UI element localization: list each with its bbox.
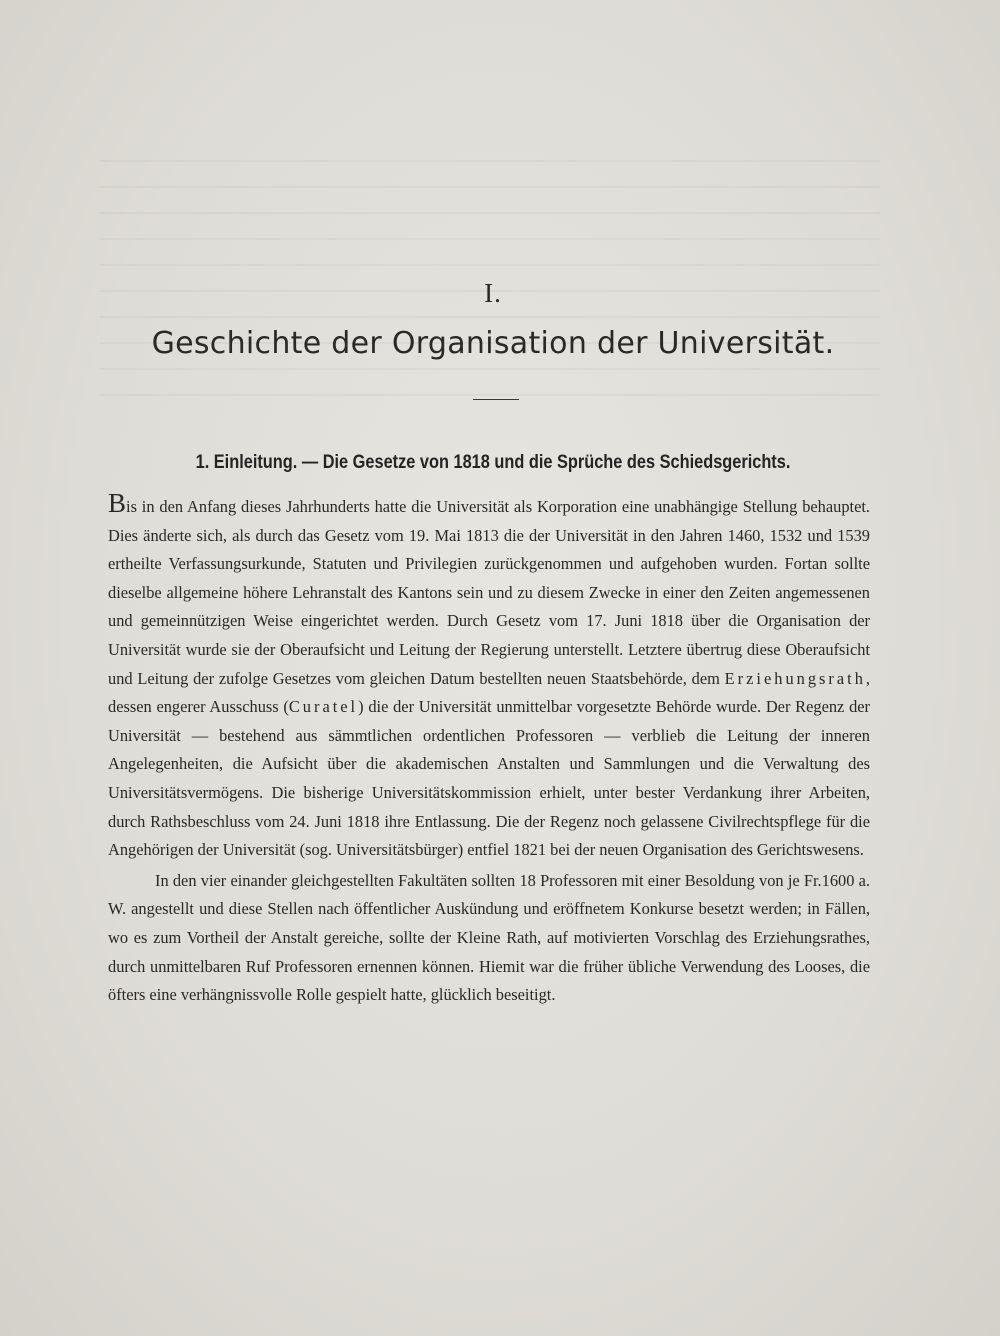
section-heading: 1. Einleitung. — Die Gesetze von 1818 und die Sprüche des Schiedsgerichts. (195, 452, 791, 473)
title-divider (473, 399, 519, 400)
paragraph-1-text-e: ) die der Universität unmittelbar vorgesetzte Behörde wurde. Der Regenz der Universität — bestehend aus sämmtlichen ordentlichen Professoren — verblieb die Leitung der inneren Angelegenheiten, die Aufsicht über die akademischen Anstalten und Sammlungen und die Verwaltung des Universitätsvermögens. Die bisherige Universitätskommission erhielt, unter bester Verdankung ihrer Arbeiten, durch Rathsbeschluss vom 24. Juni 1818 ihre Entlassung. Die der Regenz noch gelassene Civilrechtspflege für die Angehörigen der Universität (sog. Universitätsbürger) entfiel 1821 bei der neuen Organisation des Gerichtswesens. (108, 697, 871, 860)
paragraph-2: In den vier einander gleichgestellten Fakultäten sollten 18 Professoren mit einer Besoldung von je Fr.1600 a. W. angestellt und diese Stellen nach öffentlicher Auskündung und eröffnetem Konkurse besetzt werden; in Fällen, wo es zum Vortheil der Anstalt gereiche, sollte der Kleine Rath, auf motivierten Vorschlag des Erziehungsrathes, durch unmittelbaren Ruf Professoren ernennen können. Hiemit war die früher übliche Verwendung des Looses, die öfters eine verhängnissvolle Rolle gespielt hatte, glücklich beseitigt. (108, 870, 870, 1005)
spaced-term-erziehungsrath: Erziehungsrath (724, 668, 866, 688)
spaced-term-curatel: Curatel (288, 697, 359, 717)
paragraph-1-text-c: , dessen engerer Ausschuss ( (108, 668, 870, 717)
paragraph-1 (108, 488, 871, 865)
body-text (108, 488, 871, 1010)
bleed-through-texture (100, 140, 880, 400)
chapter-number: I. (484, 278, 502, 308)
chapter-title: Geschichte der Organisation der Universität. (151, 326, 835, 361)
paragraph-1-text-a: Bis in den Anfang dieses Jahrhunderts hatte die Universität als Korporation eine unabhängige Stellung behauptet. Dies änderte sich, als durch das Gesetz vom 19. Mai 1813 die der Universität in den Jahren 1460, 1532 und 1539 ertheilte Verfassungsurkunde, Statuten und Privilegien zurückgenommen und aufgehoben wurden. Fortan sollte dieselbe allgemeine höhere Lehranstalt des Kantons sein und zu diesem Zwecke in einer den Zeiten angemessenen und gemeinnützigen Weise eingerichtet werden. Durch Gesetz vom 17. Juni 1818 über die Organisation der Universität wurde sie der Oberaufsicht und Leitung der Regierung unterstellt. Letztere übertrug diese Oberaufsicht und Leitung der zufolge Gesetzes vom gleichen Datum bestellten neuen Staatsbehörde, dem (108, 488, 870, 688)
